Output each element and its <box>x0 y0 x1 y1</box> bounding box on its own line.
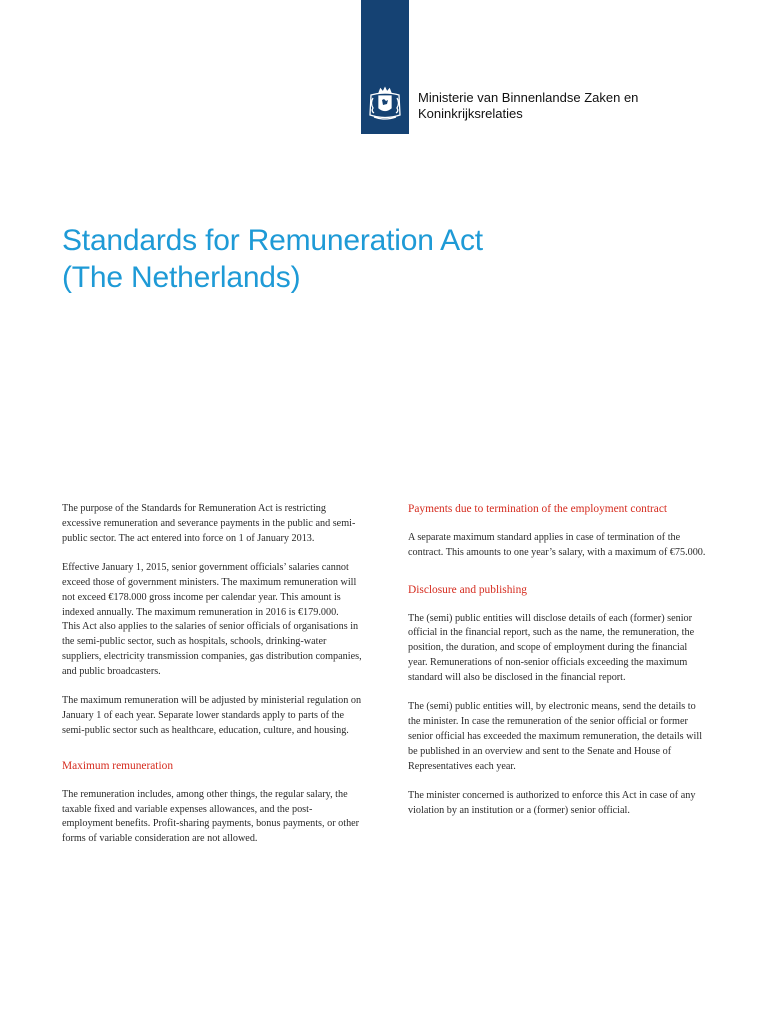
disclosure-heading: Disclosure and publishing <box>408 583 527 596</box>
page-title <box>62 222 483 296</box>
title-line2: (The Netherlands) <box>62 261 301 294</box>
maximum-remuneration-heading: Maximum remuneration <box>62 759 174 772</box>
coat-of-arms-icon <box>365 84 405 124</box>
remuneration-includes-paragraph: The remuneration includes, among other things, the regular salary, the taxable fixed and variable expenses allowances, and the post-employment benefits. Profit-sharing payments, bonus payments, or other forms of variable consideration are not allowed. <box>62 788 360 845</box>
disclosure-paragraph: The (semi) public entities will disclose details of each (former) senior official in the financial report, such as the name, the remuneration, the position, the duration, and scope of employment during the financial year. Remunerations of non-senior officials exceeding the maximum standard will also be disclosed in the financial report. <box>408 612 695 683</box>
senior-officials-paragraph: Effective January 1, 2015, senior government officials’ salaries cannot exceed those of government ministers. The maximum remuneration will not exceed €178.000 gross income per calendar year. This amount is indexed annually. The maximum remuneration in 2016 is €179.000. <box>62 562 357 618</box>
intro-paragraph: The purpose of the Standards for Remuneration Act is restricting excessive remuneration and severance payments in the public and semi-public sector. The act entered into force on 1 of January 2013. <box>62 503 356 544</box>
logo-band <box>361 0 409 134</box>
semi-public-paragraph: This Act also applies to the salaries of senior officials of organisations in the semi-public sector, such as hospitals, schools, drinking-water suppliers, electricity transmission companies, gas distribution companies, and public broadcasters. <box>62 621 362 677</box>
ministry-name-line1: Ministerie van Binnenlandse Zaken en <box>418 90 639 105</box>
electronic-details-paragraph: The (semi) public entities will, by electronic means, send the details to the minister. In case the remuneration of the senior official or former senior official has exceeded the maximum remuneration, the details will be published in an overview and sent to the Senate and House of Representatives each year. <box>408 701 703 772</box>
left-column <box>62 502 362 862</box>
termination-payments-heading: Payments due to termination of the employment contract <box>408 503 668 515</box>
enforcement-paragraph: The minister concerned is authorized to enforce this Act in case of any violation by an institution or a (former) senior official. <box>408 790 696 816</box>
termination-paragraph: A separate maximum standard applies in case of termination of the contract. This amounts to one year’s salary, with a maximum of €75.000. <box>408 532 706 558</box>
title-line1: Standards for Remuneration Act <box>62 224 483 257</box>
ministry-name <box>418 90 638 122</box>
ministry-name-line2: Koninkrijksrelaties <box>418 106 523 121</box>
right-column <box>408 502 708 834</box>
adjustment-paragraph: The maximum remuneration will be adjusted by ministerial regulation on January 1 of each year. Separate lower standards apply to parts of the semi-public sector such as healthcare, education, culture, and housing. <box>62 695 362 736</box>
